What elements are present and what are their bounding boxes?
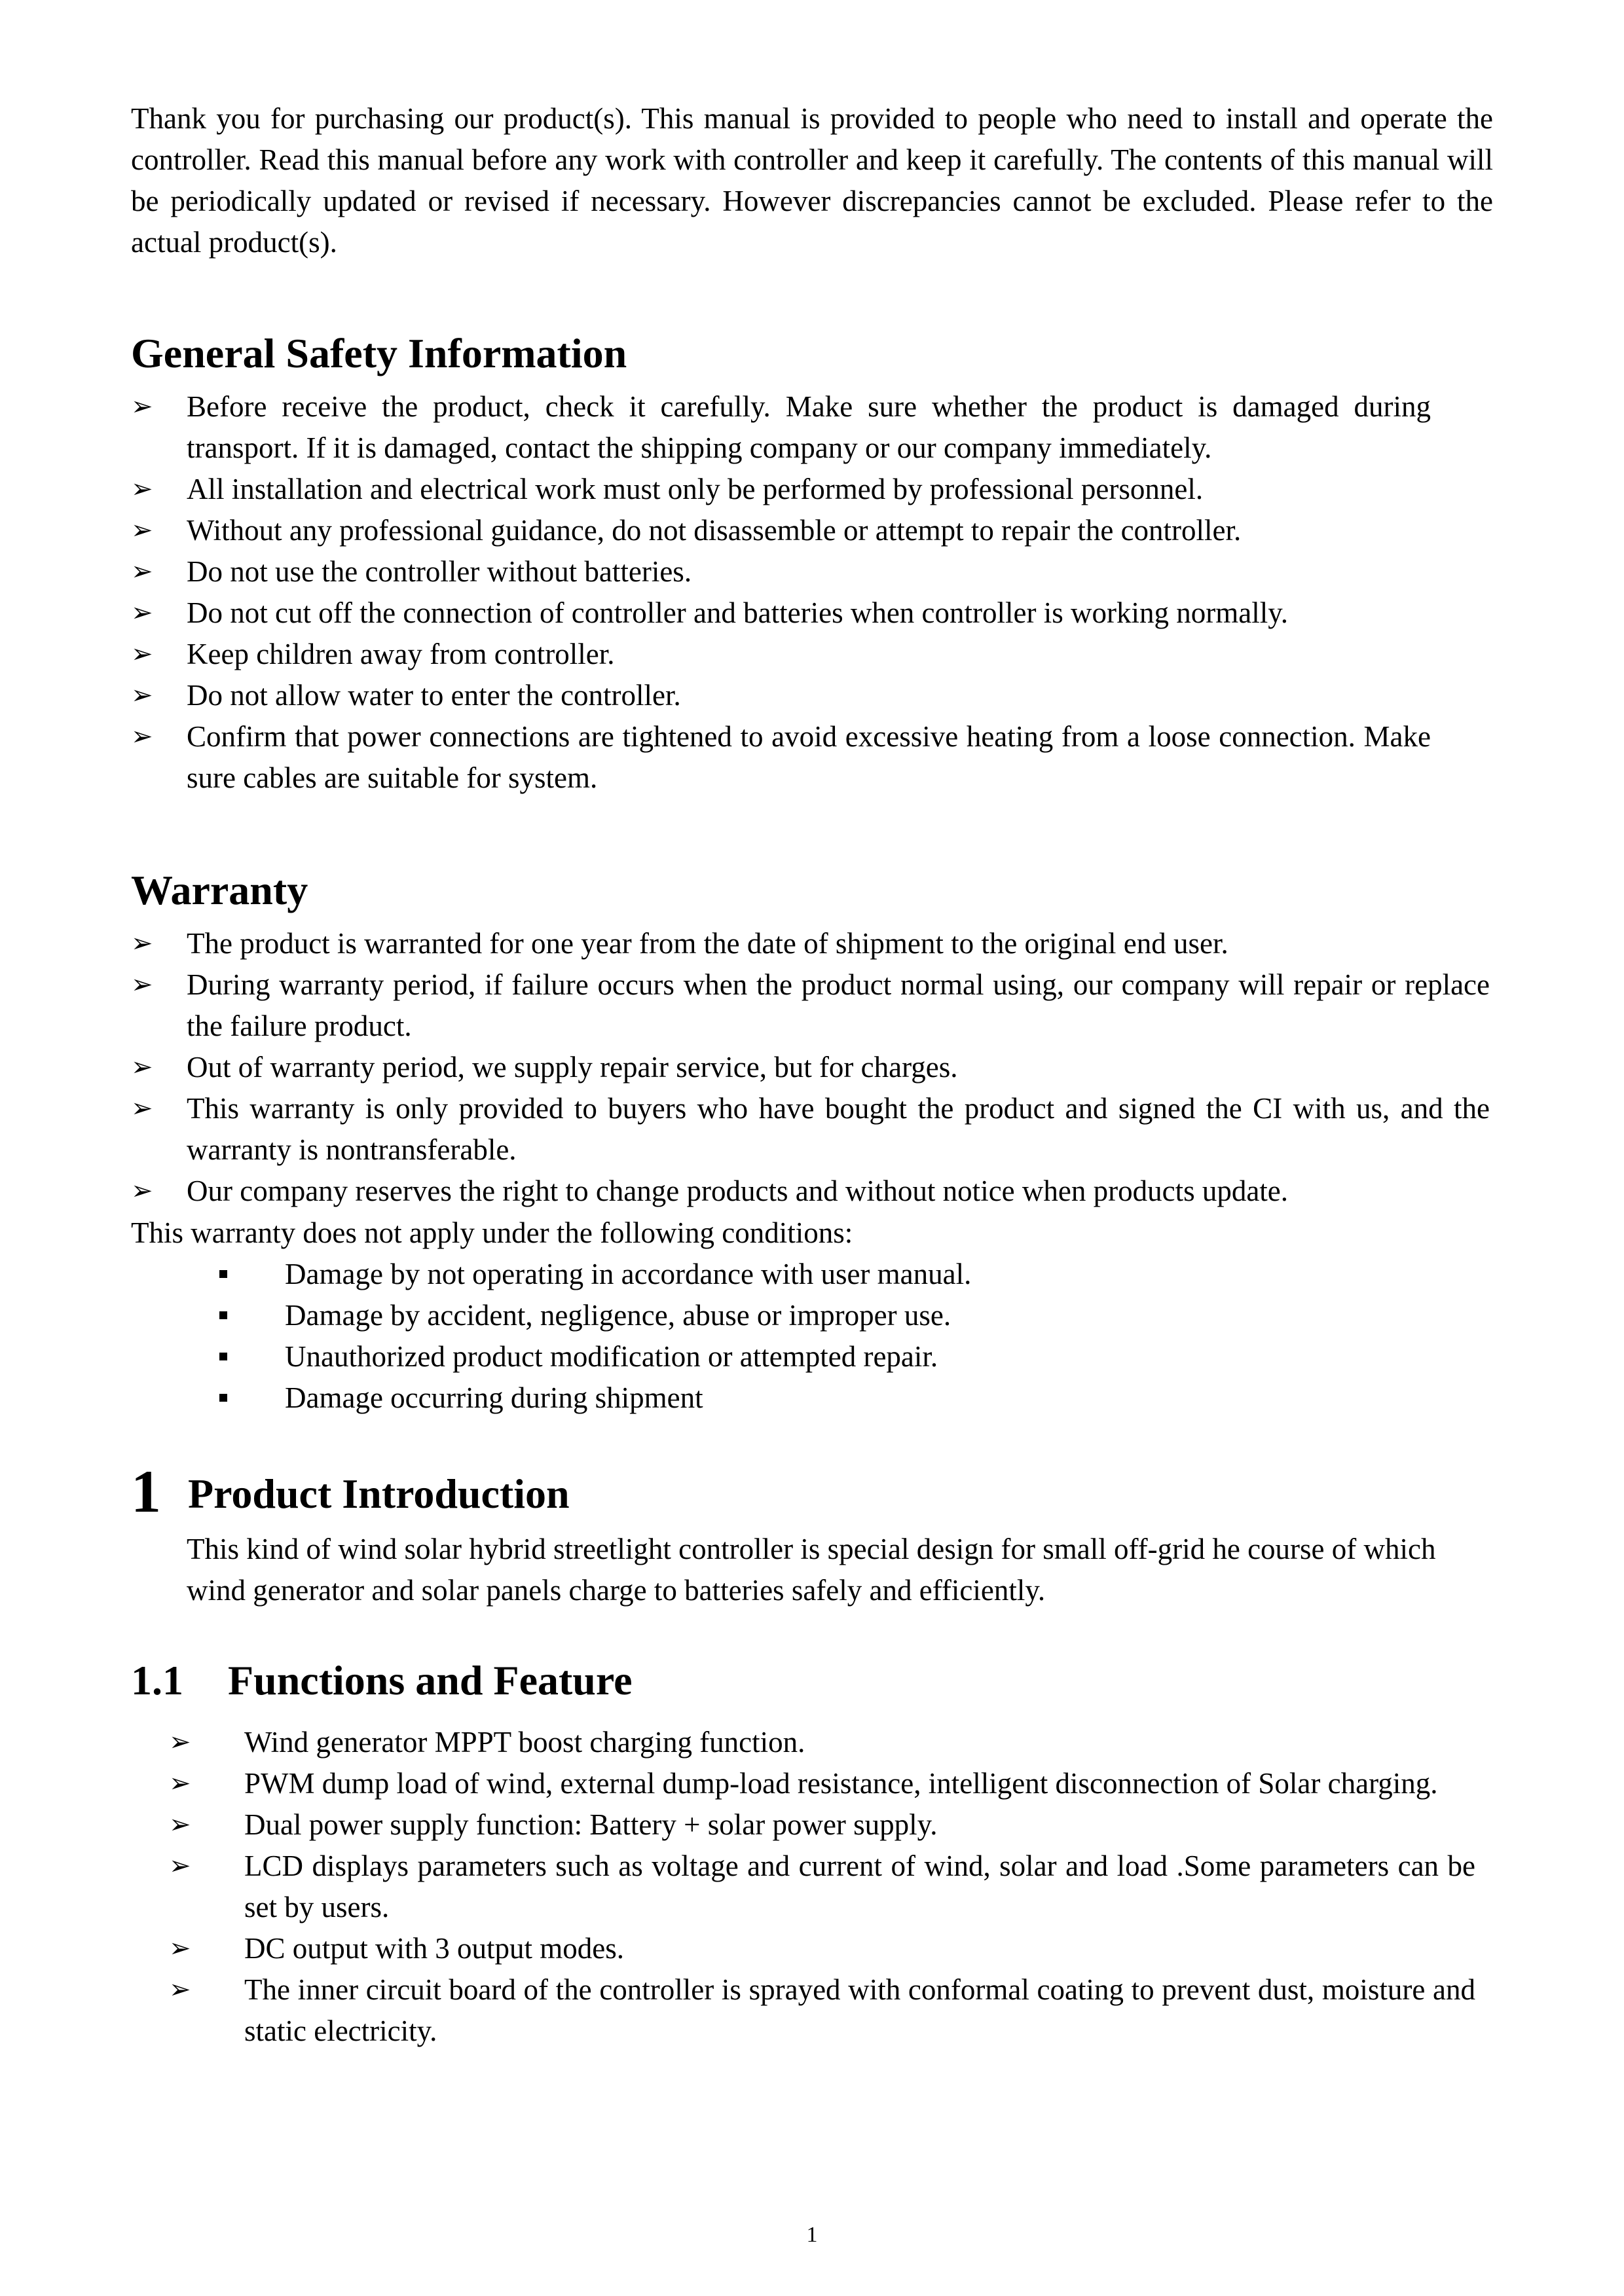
subsection-heading [131,1656,633,1705]
list-item: ➢ The product is warranted for one year from the date of shipment to the original end user. [187,923,1490,964]
chapter-title: Product Introduction [188,1470,570,1517]
arrow-bullet-icon: ➢ [169,1768,191,1798]
features-list [169,1722,1475,2052]
list-item: ➢ Do not cut off the connection of controller and batteries when controller is working normally. [187,592,1431,634]
list-item: ➢ Without any professional guidance, do not disassemble or attempt to repair the controller. [187,510,1431,551]
warranty-heading: Warranty [131,867,308,913]
page-number: 1 [806,2223,818,2247]
chapter-number: 1 [131,1458,161,1525]
arrow-bullet-icon: ➢ [131,598,153,628]
subsection-number: 1.1 [131,1657,183,1704]
safety-heading: General Safety Information [131,330,627,376]
arrow-bullet-icon: ➢ [169,1727,191,1757]
warranty-conditions-intro: This warranty does not apply under the following conditions: [131,1216,853,1249]
arrow-bullet-icon: ➢ [131,1093,153,1123]
arrow-bullet-icon: ➢ [131,556,153,587]
warranty-conditions-list [285,1254,971,1419]
arrow-bullet-icon: ➢ [169,1851,191,1881]
arrow-bullet-icon: ➢ [169,1933,191,1963]
safety-list [131,386,1431,799]
arrow-bullet-icon: ➢ [131,1176,153,1206]
list-item: ➢ All installation and electrical work must only be performed by professional personnel. [187,469,1431,510]
list-item: ➢ This warranty is only provided to buyers who have bought the product and signed the CI with us, and the warranty is nontransferable. [187,1088,1490,1171]
square-bullet-icon [219,1311,227,1319]
subsection-title: Functions and Feature [228,1657,633,1704]
chapter-heading [131,1457,570,1526]
list-item: Damage by accident, negligence, abuse or improper use. [285,1295,971,1336]
list-item: ➢ PWM dump load of wind, external dump-load resistance, intelligent disconnection of Solar charging. [244,1763,1475,1804]
list-item: ➢ Before receive the product, check it carefully. Make sure whether the product is damaged during transport. If it is damaged, contact the shipping company or our company immediately. [187,386,1431,469]
arrow-bullet-icon: ➢ [131,392,153,422]
list-item: ➢ LCD displays parameters such as voltage and current of wind, solar and load .Some parameters can be set by users. [244,1846,1475,1928]
warranty-list [131,923,1490,1212]
list-item: ➢ Our company reserves the right to change products and without notice when products update. [187,1171,1490,1212]
arrow-bullet-icon: ➢ [131,515,153,545]
arrow-bullet-icon: ➢ [131,639,153,669]
arrow-bullet-icon: ➢ [131,928,153,958]
list-item: Damage occurring during shipment [285,1377,971,1419]
list-item: ➢ Dual power supply function: Battery + solar power supply. [244,1804,1475,1846]
list-item: Unauthorized product modification or attempted repair. [285,1336,971,1377]
list-item: ➢ DC output with 3 output modes. [244,1928,1475,1969]
list-item: ➢ Do not allow water to enter the controller. [187,675,1431,716]
arrow-bullet-icon: ➢ [169,1810,191,1840]
intro-paragraph: Thank you for purchasing our product(s). This manual is provided to people who need to install and operate the controller. Read this manual before any work with controller and keep it carefully. The contents of this manual will be periodically updated or revised if necessary. However discrepancies cannot be excluded. Please refer to the actual product(s). [131,102,1493,259]
list-item: ➢ During warranty period, if failure occurs when the product normal using, our company will repair or replace the failure product. [187,964,1490,1047]
square-bullet-icon [219,1353,227,1360]
list-item: ➢ Confirm that power connections are tightened to avoid excessive heating from a loose connection. Make sure cables are suitable for system. [187,716,1431,799]
arrow-bullet-icon: ➢ [169,1975,191,2005]
list-item: ➢ Do not use the controller without batteries. [187,551,1431,592]
list-item: Damage by not operating in accordance with user manual. [285,1254,971,1295]
arrow-bullet-icon: ➢ [131,721,153,752]
square-bullet-icon [219,1394,227,1402]
chapter-paragraph: This kind of wind solar hybrid streetlight controller is special design for small off-grid he course of which wind generator and solar panels charge to batteries safely and efficiently. [187,1533,1436,1607]
list-item: ➢ Out of warranty period, we supply repair service, but for charges. [187,1047,1490,1088]
arrow-bullet-icon: ➢ [131,1052,153,1082]
arrow-bullet-icon: ➢ [131,970,153,1000]
list-item: ➢ Wind generator MPPT boost charging function. [244,1722,1475,1763]
list-item: ➢ Keep children away from controller. [187,634,1431,675]
arrow-bullet-icon: ➢ [131,680,153,710]
list-item: ➢ The inner circuit board of the controller is sprayed with conformal coating to prevent dust, moisture and static electricity. [244,1969,1475,2052]
square-bullet-icon [219,1270,227,1278]
arrow-bullet-icon: ➢ [131,474,153,504]
